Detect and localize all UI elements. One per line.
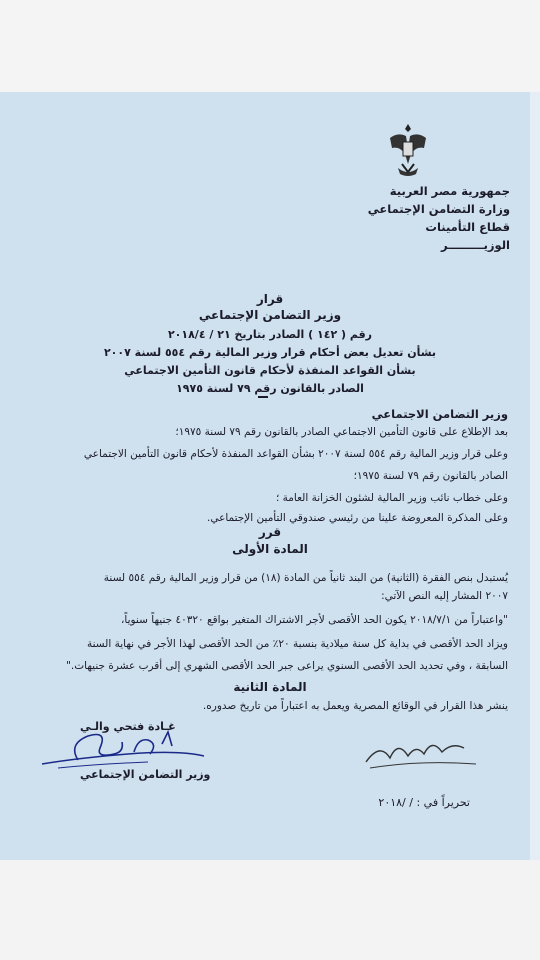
preamble-line: الصادر بالقانون رقم ٧٩ لسنة ١٩٧٥؛ <box>353 470 508 482</box>
preamble-line: بعد الإطلاع على قانون التأمين الاجتماعي الصادر بالقانون رقم ٧٩ لسنة ١٩٧٥؛ <box>175 426 508 438</box>
bottom-bar <box>0 860 540 960</box>
header-ministry: وزارة التضامن الإجتماعي <box>367 202 510 216</box>
article-1-line: يُستبدل بنص الفقرة (الثانية) من البند ثانياً من المادة (١٨) من قرار وزير المالية رقم ٥٥٤ لسنة <box>103 572 508 584</box>
document-page <box>0 92 540 860</box>
initials-signature <box>360 732 480 772</box>
decree-subject-3: الصادر بالقانون رقم ٧٩ لسنة ١٩٧٥ <box>176 382 364 395</box>
page-edge <box>530 92 540 860</box>
decree-number: رقم ( ١٤٢ ) الصادر بتاريخ ٢١ / ٢٠١٨/٤ <box>167 328 373 341</box>
top-bar <box>0 0 540 92</box>
date-line: تحريراً في : / /٢٠١٨ <box>378 796 470 809</box>
signatory-name: غـادة فتحي والـي <box>80 720 176 733</box>
preamble-line: وعلى خطاب نائب وزير المالية لشئون الخزانة العامة ؛ <box>275 492 508 504</box>
article-1-title: المادة الأولى <box>232 542 308 556</box>
decree-subject-2: بشأن القواعد المنفذة لأحكام قانون التأمين الاجتماعي <box>124 364 416 377</box>
preamble-line: وعلى المذكرة المعروضة علينا من رئيسي صندوقي التأمين الإجتماعي. <box>207 512 508 524</box>
divider <box>258 396 268 398</box>
header-minister: الوزيـــــــــر <box>441 238 510 252</box>
decree-issuer: وزير التضامن الإجتماعي <box>198 308 342 322</box>
article-2-line: ينشر هذا القرار في الوقائع المصرية ويعمل به اعتباراً من تاريخ صدوره. <box>202 700 508 712</box>
header-republic: جمهورية مصر العربية <box>389 184 510 198</box>
article-1-line: ٢٠٠٧ المشار إليه النص الآتي: <box>381 590 508 602</box>
decision-word: قرر <box>258 525 282 539</box>
preamble-line: وعلى قرار وزير المالية رقم ٥٥٤ لسنة ٢٠٠٧ بشأن القواعد المنفذة لأحكام قانون التأمين الاجتماعي <box>83 448 508 460</box>
article-1-line: السابقة ، وفي تحديد الحد الأقصى السنوي يراعى جبر الحد الأقصى الشهري إلى أقرب عشرة جنيهات." <box>66 660 508 672</box>
preamble-heading: وزير التضامن الاجتماعي <box>371 407 508 421</box>
decree-word: قرار <box>256 292 284 306</box>
article-1-line: ويزاد الحد الأقصى في بداية كل سنة ميلادية بنسبة ٢٠٪ من الحد الأقصى لهذا الأجر في نهاية السنة <box>86 638 508 650</box>
article-1-line: "واعتباراً من ٢٠١٨/٧/١ يكون الحد الأقصى لأجر الاشتراك المتغير بواقع ٤٠٣٢٠ جنيهاً سنوياً، <box>121 614 508 626</box>
handwritten-signature <box>38 724 208 774</box>
eagle-emblem-icon <box>384 120 432 182</box>
signatory-title: وزير التضامن الإجتماعي <box>80 768 211 781</box>
header-sector: قطاع التأمينات <box>425 220 510 234</box>
decree-subject-1: بشأن تعديل بعض أحكام قرار وزير المالية رقم ٥٥٤ لسنة ٢٠٠٧ <box>103 346 437 359</box>
article-2-title: المادة الثانية <box>233 680 307 694</box>
